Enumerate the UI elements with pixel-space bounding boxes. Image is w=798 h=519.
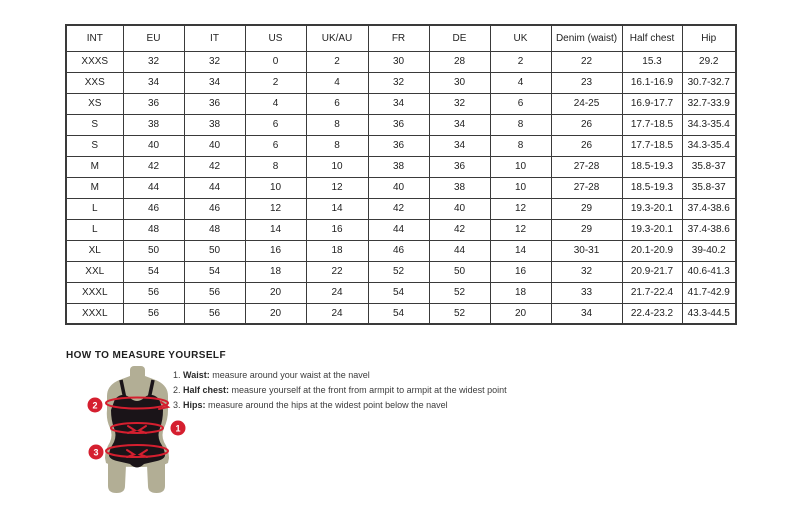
size-cell: 46 <box>123 198 184 219</box>
size-cell: 23 <box>551 72 622 93</box>
table-row <box>66 240 736 261</box>
size-cell: 12 <box>490 198 551 219</box>
size-cell: 24-25 <box>551 93 622 114</box>
size-cell: XL <box>66 240 123 261</box>
size-cell: 27-28 <box>551 156 622 177</box>
mannequin-left-thigh <box>108 460 126 493</box>
size-cell: 16.9-17.7 <box>622 93 682 114</box>
size-cell: 34.3-35.4 <box>682 135 736 156</box>
size-cell: 30-31 <box>551 240 622 261</box>
size-cell: 17.7-18.5 <box>622 114 682 135</box>
size-cell: 26 <box>551 135 622 156</box>
size-cell: S <box>66 135 123 156</box>
table-row <box>66 177 736 198</box>
size-cell: 8 <box>306 135 368 156</box>
size-cell: 30 <box>429 72 490 93</box>
size-cell: 40.6-41.3 <box>682 261 736 282</box>
size-cell: 8 <box>490 135 551 156</box>
step-number: 3. <box>173 400 181 410</box>
size-cell: 4 <box>490 72 551 93</box>
size-cell: 2 <box>306 51 368 72</box>
size-cell: S <box>66 114 123 135</box>
size-cell: 26 <box>551 114 622 135</box>
size-cell: 34 <box>429 114 490 135</box>
size-cell: 10 <box>245 177 306 198</box>
size-cell: 18.5-19.3 <box>622 177 682 198</box>
size-cell: 10 <box>306 156 368 177</box>
size-cell: 40 <box>368 177 429 198</box>
size-cell: 34 <box>429 135 490 156</box>
size-cell: XS <box>66 93 123 114</box>
size-cell: 50 <box>429 261 490 282</box>
size-cell: 38 <box>123 114 184 135</box>
waist-badge <box>171 421 186 436</box>
size-cell: 36 <box>123 93 184 114</box>
size-cell: 38 <box>184 114 245 135</box>
size-cell: 36 <box>184 93 245 114</box>
size-cell: 34 <box>123 72 184 93</box>
size-cell: 32 <box>429 93 490 114</box>
size-cell: L <box>66 198 123 219</box>
size-cell: 8 <box>490 114 551 135</box>
size-cell: 32 <box>184 51 245 72</box>
size-cell: 52 <box>429 282 490 303</box>
size-cell: 18.5-19.3 <box>622 156 682 177</box>
size-cell: 32 <box>551 261 622 282</box>
size-cell: 37.4-38.6 <box>682 219 736 240</box>
size-cell: 20.1-20.9 <box>622 240 682 261</box>
size-cell: 27-28 <box>551 177 622 198</box>
column-header: UK <box>490 25 551 51</box>
svg-text:3: 3 <box>93 447 99 458</box>
column-header: EU <box>123 25 184 51</box>
measure-step-half-chest <box>173 385 507 400</box>
step-text: measure around the hips at the widest point below the navel <box>205 400 448 410</box>
size-cell: 43.3-44.5 <box>682 303 736 324</box>
column-header: UK/AU <box>306 25 368 51</box>
size-cell: 44 <box>123 177 184 198</box>
size-cell: 18 <box>490 282 551 303</box>
size-cell: 56 <box>123 282 184 303</box>
size-cell: 54 <box>184 261 245 282</box>
size-cell: 20.9-21.7 <box>622 261 682 282</box>
step-text: measure around your waist at the navel <box>209 370 370 380</box>
size-cell: 34 <box>368 93 429 114</box>
chest-badge <box>88 398 103 413</box>
size-cell: 12 <box>490 219 551 240</box>
size-cell: 24 <box>306 282 368 303</box>
size-cell: 35.8-37 <box>682 177 736 198</box>
size-cell: 32.7-33.9 <box>682 93 736 114</box>
step-label: Waist: <box>183 370 210 380</box>
size-cell: 15.3 <box>622 51 682 72</box>
size-cell: 6 <box>245 135 306 156</box>
size-cell: 29 <box>551 219 622 240</box>
size-cell: 41.7-42.9 <box>682 282 736 303</box>
size-cell: 21.7-22.4 <box>622 282 682 303</box>
size-cell: 14 <box>306 198 368 219</box>
size-cell: XXL <box>66 261 123 282</box>
size-cell: 22.4-23.2 <box>622 303 682 324</box>
size-cell: 35.8-37 <box>682 156 736 177</box>
size-cell: 56 <box>184 303 245 324</box>
size-chart-header-row <box>66 25 736 51</box>
table-row <box>66 114 736 135</box>
size-cell: 36 <box>368 114 429 135</box>
size-cell: 12 <box>306 177 368 198</box>
size-cell: 44 <box>184 177 245 198</box>
size-cell: 18 <box>306 240 368 261</box>
size-cell: 34 <box>551 303 622 324</box>
size-cell: 33 <box>551 282 622 303</box>
mannequin-right-thigh <box>147 460 165 493</box>
size-cell: 14 <box>245 219 306 240</box>
table-row <box>66 51 736 72</box>
step-label: Hips: <box>183 400 206 410</box>
size-cell: 54 <box>368 282 429 303</box>
size-cell: 19.3-20.1 <box>622 198 682 219</box>
size-cell: 29.2 <box>682 51 736 72</box>
size-cell: 29 <box>551 198 622 219</box>
size-cell: 42 <box>429 219 490 240</box>
size-cell: 56 <box>123 303 184 324</box>
size-cell: 4 <box>306 72 368 93</box>
size-cell: 19.3-20.1 <box>622 219 682 240</box>
column-header: US <box>245 25 306 51</box>
size-cell: 4 <box>245 93 306 114</box>
size-cell: 46 <box>184 198 245 219</box>
size-cell: 8 <box>306 114 368 135</box>
size-cell: 0 <box>245 51 306 72</box>
size-cell: 42 <box>184 156 245 177</box>
size-cell: 16 <box>306 219 368 240</box>
size-cell: 38 <box>368 156 429 177</box>
size-cell: 34 <box>184 72 245 93</box>
size-cell: 54 <box>123 261 184 282</box>
size-cell: 16 <box>245 240 306 261</box>
column-header: FR <box>368 25 429 51</box>
size-cell: 50 <box>123 240 184 261</box>
size-cell: 54 <box>368 303 429 324</box>
size-cell: 32 <box>123 51 184 72</box>
column-header: Denim (waist) <box>551 25 622 51</box>
column-header: IT <box>184 25 245 51</box>
hips-badge <box>89 445 104 460</box>
size-cell: 56 <box>184 282 245 303</box>
table-row <box>66 219 736 240</box>
table-row <box>66 282 736 303</box>
size-cell: 6 <box>490 93 551 114</box>
size-cell: XXXL <box>66 282 123 303</box>
size-cell: M <box>66 156 123 177</box>
size-cell: 10 <box>490 177 551 198</box>
size-cell: 20 <box>245 303 306 324</box>
size-cell: 42 <box>368 198 429 219</box>
table-row <box>66 72 736 93</box>
size-cell: 50 <box>184 240 245 261</box>
size-cell: 10 <box>490 156 551 177</box>
step-text: measure yourself at the front from armpit to armpit at the widest point <box>229 385 507 395</box>
size-cell: 40 <box>123 135 184 156</box>
size-cell: 44 <box>368 219 429 240</box>
measure-step-hips <box>173 400 507 415</box>
size-cell: 36 <box>368 135 429 156</box>
measure-step-waist <box>173 370 507 385</box>
size-cell: 36 <box>429 156 490 177</box>
size-cell: 18 <box>245 261 306 282</box>
size-cell: 8 <box>245 156 306 177</box>
size-cell: L <box>66 219 123 240</box>
size-cell: 30.7-32.7 <box>682 72 736 93</box>
column-header: DE <box>429 25 490 51</box>
size-cell: 42 <box>123 156 184 177</box>
size-cell: 6 <box>306 93 368 114</box>
step-number: 1. <box>173 370 181 380</box>
table-row <box>66 156 736 177</box>
column-header: Hip <box>682 25 736 51</box>
size-cell: 2 <box>245 72 306 93</box>
size-cell: 24 <box>306 303 368 324</box>
size-cell: 37.4-38.6 <box>682 198 736 219</box>
size-cell: XXXS <box>66 51 123 72</box>
size-cell: 12 <box>245 198 306 219</box>
size-cell: 52 <box>368 261 429 282</box>
size-cell: 17.7-18.5 <box>622 135 682 156</box>
size-cell: 52 <box>429 303 490 324</box>
measure-instructions <box>173 370 507 415</box>
size-cell: 48 <box>123 219 184 240</box>
size-cell: 28 <box>429 51 490 72</box>
size-chart-body <box>66 51 736 324</box>
size-cell: 30 <box>368 51 429 72</box>
column-header: Half chest <box>622 25 682 51</box>
size-cell: 32 <box>368 72 429 93</box>
size-cell: 44 <box>429 240 490 261</box>
size-cell: 40 <box>429 198 490 219</box>
size-cell: 20 <box>490 303 551 324</box>
table-row <box>66 303 736 324</box>
step-label: Half chest: <box>183 385 230 395</box>
size-cell: 14 <box>490 240 551 261</box>
svg-text:2: 2 <box>92 400 98 411</box>
size-cell: 20 <box>245 282 306 303</box>
table-row <box>66 198 736 219</box>
size-cell: 46 <box>368 240 429 261</box>
size-cell: 6 <box>245 114 306 135</box>
svg-text:1: 1 <box>175 423 181 434</box>
size-cell: 16.1-16.9 <box>622 72 682 93</box>
size-chart-table <box>65 24 737 325</box>
table-row <box>66 135 736 156</box>
step-number: 2. <box>173 385 181 395</box>
column-header: INT <box>66 25 123 51</box>
size-cell: XXS <box>66 72 123 93</box>
measure-section-heading: HOW TO MEASURE YOURSELF <box>66 350 226 361</box>
size-cell: M <box>66 177 123 198</box>
table-row <box>66 93 736 114</box>
size-cell: 22 <box>306 261 368 282</box>
size-cell: 48 <box>184 219 245 240</box>
size-cell: 2 <box>490 51 551 72</box>
table-row <box>66 261 736 282</box>
size-cell: 40 <box>184 135 245 156</box>
size-cell: 16 <box>490 261 551 282</box>
size-cell: 22 <box>551 51 622 72</box>
size-cell: 38 <box>429 177 490 198</box>
size-cell: 34.3-35.4 <box>682 114 736 135</box>
size-cell: XXXL <box>66 303 123 324</box>
size-cell: 39-40.2 <box>682 240 736 261</box>
